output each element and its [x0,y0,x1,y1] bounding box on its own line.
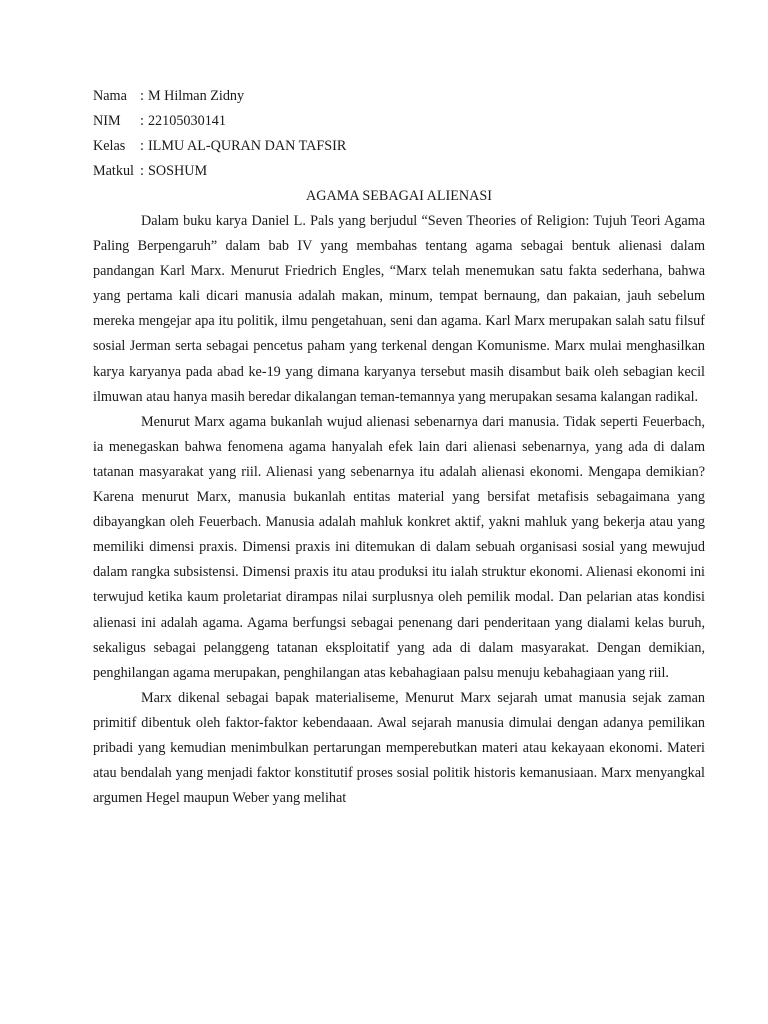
info-row-kelas [93,134,705,159]
paragraph-2: Menurut Marx agama bukanlah wujud alienasi sebenarnya dari manusia. Tidak seperti Feuerbach, ia menegaskan bahwa fenomena agama hanyalah efek lain dari alienasi sebenarnya, yang ada di dalam tatanan masyarakat yang riil. Alienasi yang sebenarnya itu adalah alienasi ekonomi. Mengapa demikian? Karena menurut Marx, manusia bukanlah entitas material yang bersifat metafisis sebagaimana yang dibayangkan oleh Feuerbach. Manusia adalah mahluk konkret aktif, yakni mahluk yang bekerja atau yang memiliki dimensi praxis. Dimensi praxis ini ditemukan di dalam sebuah organisasi sosial yang mewujud dalam rangka subsistensi. Dimensi praxis itu atau produksi itu ialah struktur ekonomi. Alienasi ekonomi ini terwujud ketika kaum proletariat dirampas nilai surplusnya oleh pemilik modal. Dan pelarian atas kondisi alienasi ini adalah agama. Agama berfungsi sebagai penenang dari penderitaan yang dialami kelas buruh, sekaligus sebagai pelanggeng tatanan eksploitatif yang ada di dalam masyarakat. Dengan demikian, penghilangan agama merupakan, penghilangan atas kebahagiaan palsu menuju kebahagiaan yang riil. [93,413,705,681]
info-label: Nama [93,88,127,104]
info-separator: : [140,138,144,154]
document-title: AGAMA SEBAGAI ALIENASI [305,188,492,204]
info-separator: : [140,113,144,129]
info-row-nama [93,84,705,109]
info-label: NIM [93,113,121,129]
info-label: Matkul [93,163,134,179]
paragraph-3: Marx dikenal sebagai bapak materialiseme, Menurut Marx sejarah umat manusia sejak zaman primitif dibentuk oleh faktor-faktor kebendaaan. Awal sejarah manusia dimulai dengan adanya pemilikan pribadi yang kemudian menimbulkan pertarungan memperebutkan materi atau kekayaan ekonomi. Materi atau bendalah yang menjadi faktor konstitutif proses sosial politik historis kemanusiaan. Marx menyangkal argumen Hegel maupun Weber yang melihat [93,689,705,807]
info-value: 22105030141 [147,113,226,129]
info-value: SOSHUM [147,163,208,179]
info-separator: : [140,163,144,179]
info-row-matkul [93,159,705,184]
info-row-nim [93,109,705,134]
info-value: M Hilman Zidny [147,88,245,104]
info-label: Kelas [93,138,126,154]
document-page [93,84,705,811]
info-separator: : [140,88,144,104]
info-value: ILMU AL-QURAN DAN TAFSIR [147,138,347,154]
student-info [93,84,705,184]
paragraph-1: Dalam buku karya Daniel L. Pals yang berjudul “Seven Theories of Religion: Tujuh Teori Agama Paling Berpengaruh” dalam bab IV yang membahas tentang agama sebagai bentuk alienasi dalam pandangan Karl Marx. Menurut Friedrich Engles, “Marx telah menemukan satu fakta sederhana, bahwa yang pertama kali dicari manusia adalah makan, minum, tempat bernaung, dan pakaian, jauh sebelum mereka mengejar apa itu politik, ilmu pengetahuan, seni dan agama. Karl Marx merupakan salah satu filsuf sosial Jerman serta sebagai pencetus paham yang terkenal dengan Komunisme. Marx mulai menghasilkan karya karyanya pada abad ke-19 yang dimana karyanya tersebut masih disambut baik oleh sebagian kecil ilmuwan atau hanya masih beredar dikalangan teman-temannya yang merupakan sesama kalangan radikal. [93,213,705,405]
